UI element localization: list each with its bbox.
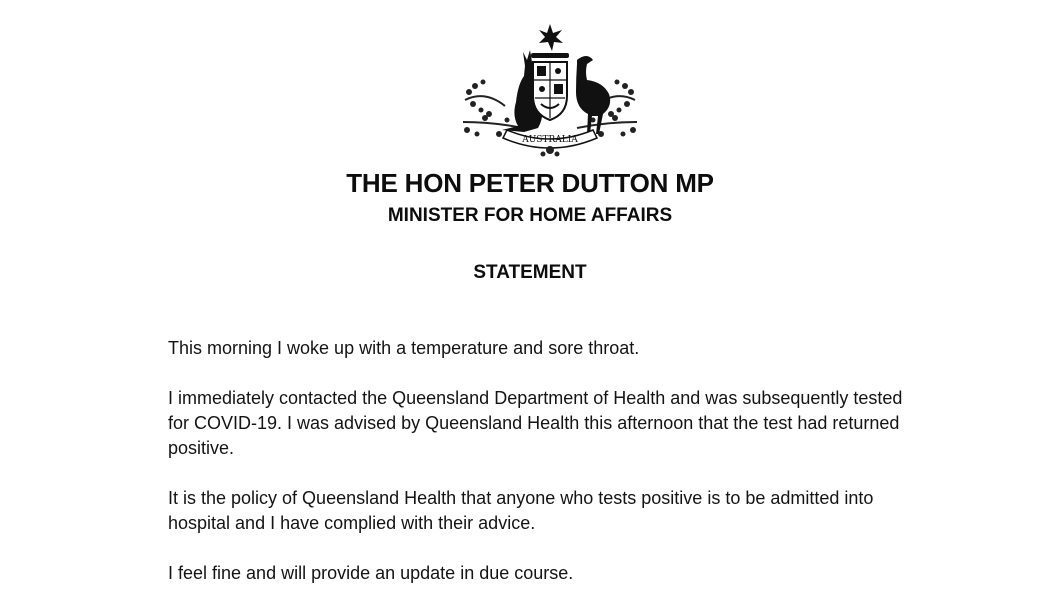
australian-coat-of-arms-icon bbox=[455, 22, 645, 160]
paragraph: It is the policy of Queensland Health that anyone who tests positive is to be admitted into hospital and I have complied with their advice. bbox=[168, 488, 874, 533]
paragraph: This morning I woke up with a temperature and sore throat. bbox=[168, 338, 640, 358]
statement-body bbox=[168, 336, 928, 611]
document-type: STATEMENT bbox=[473, 262, 587, 283]
minister-name: THE HON PETER DUTTON MP bbox=[346, 168, 714, 198]
minister-title: MINISTER FOR HOME AFFAIRS bbox=[387, 205, 673, 226]
paragraph: I feel fine and will provide an update in due course. bbox=[168, 563, 574, 583]
paragraph: I immediately contacted the Queensland Department of Health and was subsequently tested for COVID-19. I was advised by Queensland Health this afternoon that the test had returned positive. bbox=[168, 388, 903, 458]
emblem-scroll-text: AUSTRALIA bbox=[522, 135, 578, 145]
